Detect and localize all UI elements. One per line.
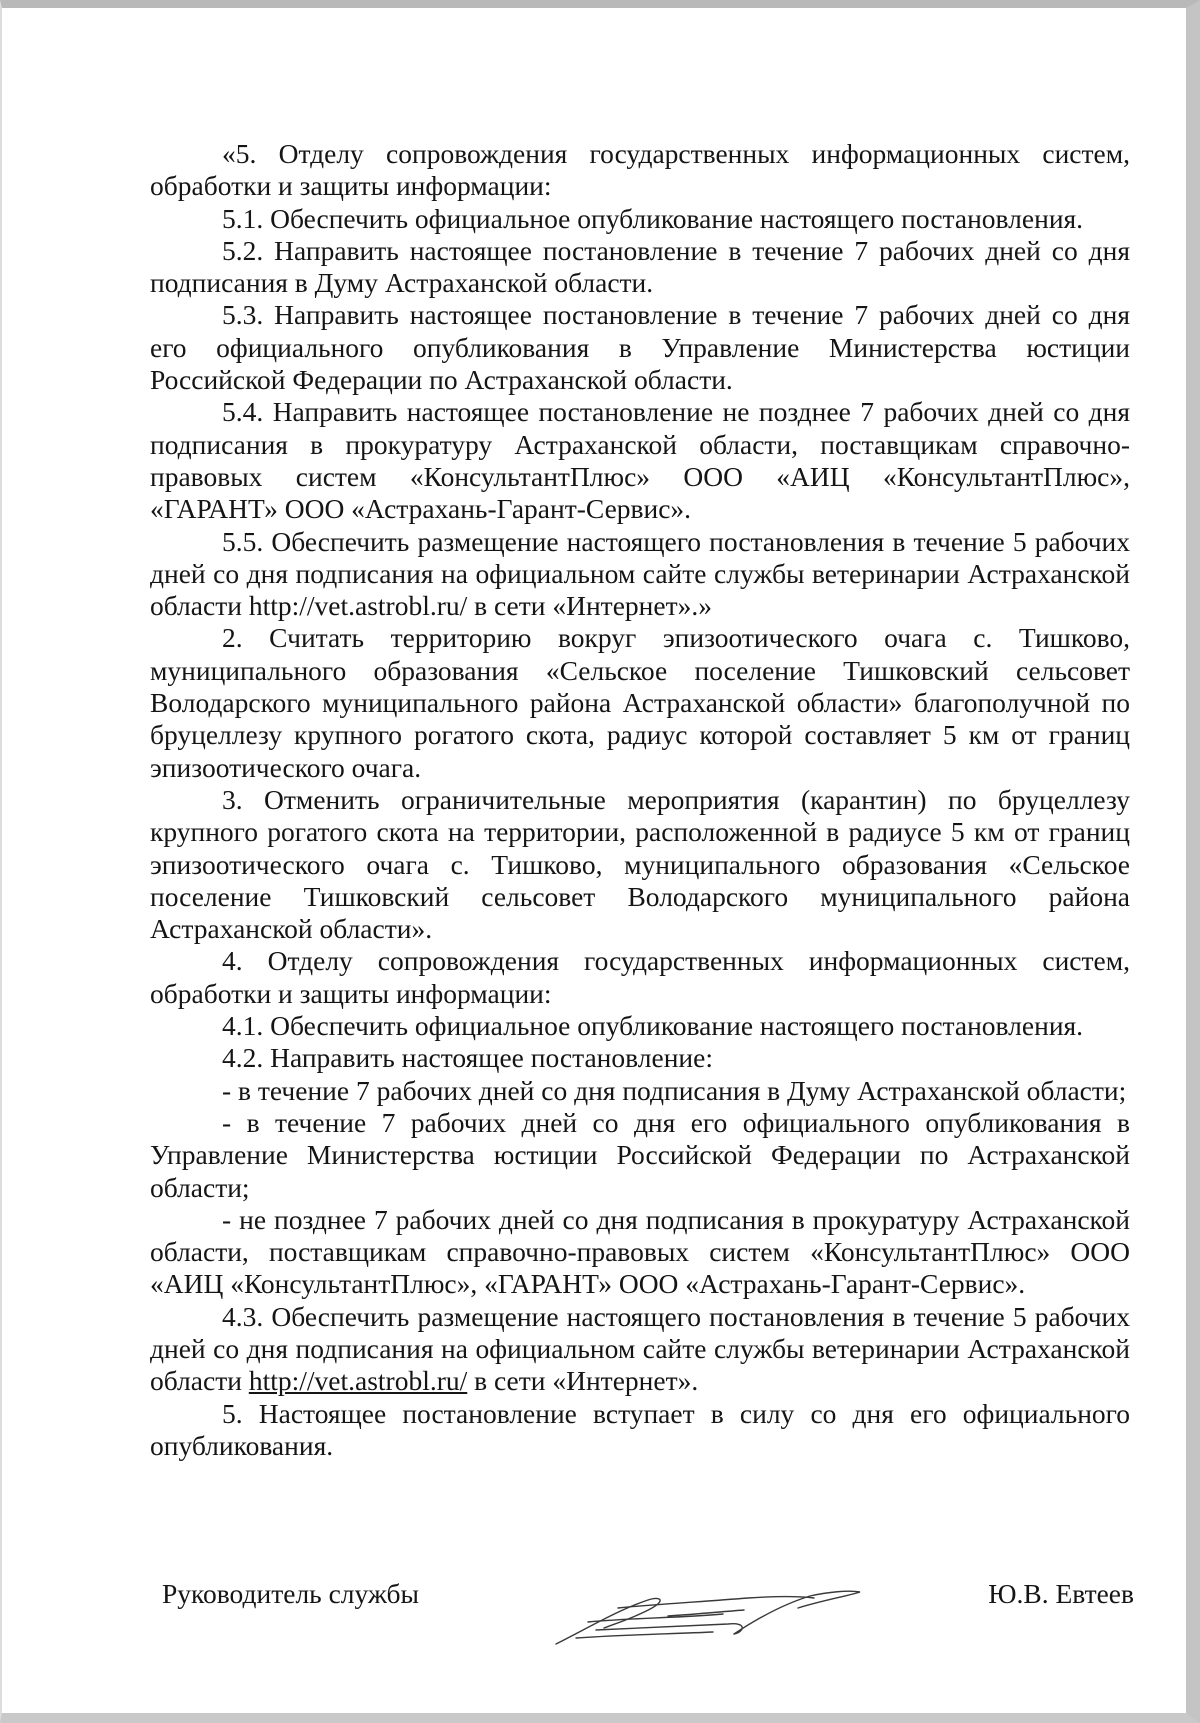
paragraph-p-4-1 (150, 1010, 1130, 1042)
signatory-title: Руководитель службы (162, 1578, 420, 1609)
paragraph-text: - в течение 7 рабочих дней со дня подписания в Думу Астраханской области; (222, 1074, 1127, 1106)
handwritten-signature (548, 1588, 868, 1648)
paragraph-text: 5.3. Направить настоящее постановление в течение 7 рабочих дней со дня его официального опубликования в Управление Министерства юстиции Российской Федерации по Астраханской области. (150, 299, 1130, 396)
paragraph-p-5-4 (150, 396, 1130, 525)
paragraph-text: в сети «Интернет». (467, 1365, 699, 1397)
document-body (150, 138, 1130, 1462)
paragraph-text: - не позднее 7 рабочих дней со дня подписания в прокуратуру Астраханской области, поставщикам справочно-правовых систем «КонсультантПлюс» ООО «АИЦ «КонсультантПлюс», «ГАРАНТ» ООО «Астрахань-Гарант-Сервис». (150, 1203, 1130, 1300)
website-link[interactable]: http://vet.astrobl.ru/ (248, 590, 468, 622)
paragraph-p-5-2 (150, 235, 1130, 300)
paragraph-text: 4.3. Обеспечить размещение настоящего постановления в течение 5 рабочих дней со дня подписания на официальном сайте службы ветеринарии Астраханской области (150, 1300, 1130, 1397)
paragraph-text: 5.1. Обеспечить официальное опубликование настоящего постановления. (222, 202, 1084, 234)
paragraph-p-4-2-c (150, 1204, 1130, 1301)
paragraph-text: 5.2. Направить настоящее постановление в течение 7 рабочих дней со дня подписания в Думу Астраханской области. (150, 234, 1130, 299)
paragraph-text: «5. Отделу сопровождения государственных информационных систем, обработки и защиты информации: (150, 138, 1130, 202)
paragraph-p-5-final (150, 1398, 1130, 1463)
paragraph-text: 4.1. Обеспечить официальное опубликование настоящего постановления. (222, 1010, 1084, 1042)
paragraph-text: в сети «Интернет».» (467, 590, 712, 622)
paragraph-p-4-2 (150, 1042, 1130, 1074)
paragraph-text: 4. Отделу сопровождения государственных информационных систем, обработки и защиты информации: (150, 945, 1130, 1009)
paragraph-p-4-2-a (150, 1075, 1130, 1107)
website-link[interactable]: http://vet.astrobl.ru/ (248, 1365, 468, 1397)
paragraph-text: 5.4. Направить настоящее постановление не позднее 7 рабочих дней со дня подписания в прокуратуру Астраханской области, поставщикам справочно-правовых систем «КонсультантПлюс» ООО «АИЦ «КонсультантПлюс», «ГАРАНТ» ООО «Астрахань-Гарант-Сервис». (150, 396, 1130, 525)
signatory-name: Ю.В. Евтеев (988, 1578, 1134, 1609)
paragraph-p-5-3 (150, 299, 1130, 396)
paragraph-text: 5.5. Обеспечить размещение настоящего постановления в течение 5 рабочих дней со дня подписания на официальном сайте службы ветеринарии Астраханской области (150, 525, 1130, 622)
paragraph-p-2 (150, 622, 1130, 783)
paragraph-p-4 (150, 945, 1130, 1010)
paragraph-p-4-3 (150, 1301, 1130, 1398)
paragraph-p-5 (150, 138, 1130, 203)
paragraph-text: 3. Отменить ограничительные мероприятия (карантин) по бруцеллезу крупного рогатого скота на территории, расположенной в радиусе 5 км от границ эпизоотического очага с. Тишково, муниципального образования «Сельское поселение Тишковский сельсовет Володарского муниципального района Астраханской области». (150, 783, 1130, 945)
paragraph-text: 5. Настоящее постановление вступает в силу со дня его официального опубликования. (150, 1397, 1130, 1461)
paragraph-p-5-1 (150, 203, 1130, 235)
paragraph-p-5-5 (150, 526, 1130, 623)
paragraph-text: 2. Считать территорию вокруг эпизоотического очага с. Тишково, муниципального образования «Сельское поселение Тишковский сельсовет Володарского муниципального района Астраханской области» благополучной по бруцеллезу крупного рогатого скота, радиус которой составляет 5 км от границ эпизоотического очага. (150, 622, 1130, 783)
paragraph-text: 4.2. Направить настоящее постановление: (222, 1042, 713, 1074)
paragraph-p-4-2-b (150, 1107, 1130, 1204)
paragraph-text: - в течение 7 рабочих дней со дня его официального опубликования в Управление Министерства юстиции Российской Федерации по Астраханской области; (150, 1106, 1130, 1203)
paragraph-p-3 (150, 784, 1130, 945)
